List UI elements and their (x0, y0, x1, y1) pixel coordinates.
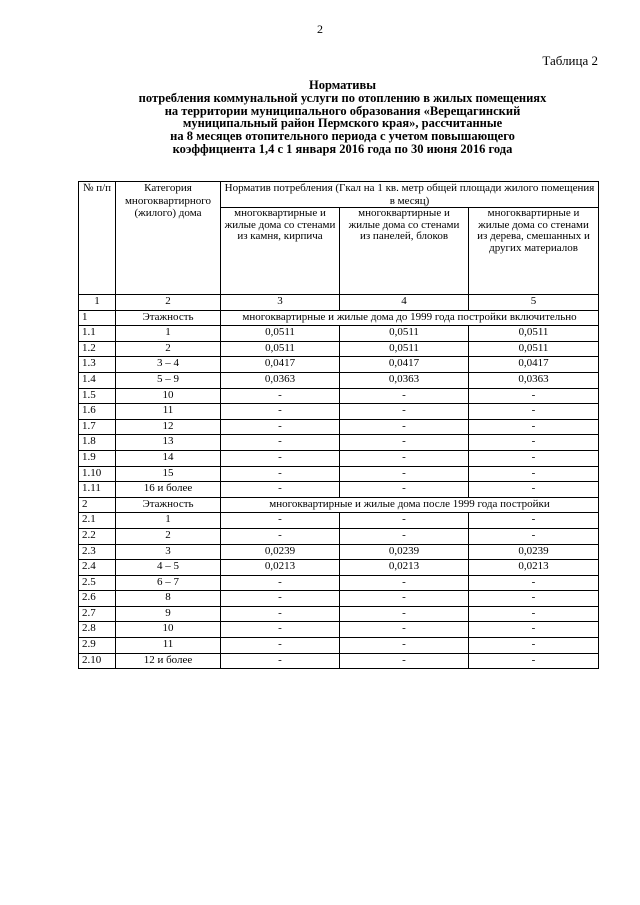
row-floors: 6 – 7 (116, 575, 221, 591)
row-value-wood: - (469, 622, 599, 638)
row-value-stone: - (221, 622, 340, 638)
row-value-stone: - (221, 513, 340, 529)
row-value-wood: - (469, 388, 599, 404)
row-value-stone: - (221, 528, 340, 544)
row-value-panel: 0,0213 (340, 560, 469, 576)
row-value-stone: 0,0363 (221, 372, 340, 388)
table-row (79, 341, 599, 357)
row-value-panel: - (340, 575, 469, 591)
row-floors: 2 (116, 528, 221, 544)
section2-num: 2 (79, 497, 116, 513)
table-row (79, 591, 599, 607)
row-value-panel: - (340, 482, 469, 498)
row-value-stone: - (221, 575, 340, 591)
row-floors: 15 (116, 466, 221, 482)
row-value-panel: - (340, 388, 469, 404)
title-line: на территории муниципального образования «Верещагинский (164, 103, 521, 118)
row-value-stone: - (221, 606, 340, 622)
row-value-wood: - (469, 513, 599, 529)
table-row (79, 450, 599, 466)
section1-label: Этажность (116, 310, 221, 326)
row-value-wood: - (469, 575, 599, 591)
row-value-wood: - (469, 653, 599, 669)
norms-table (78, 181, 599, 669)
row-value-stone: 0,0239 (221, 544, 340, 560)
table-row (79, 388, 599, 404)
row-value-stone: - (221, 388, 340, 404)
row-floors: 13 (116, 435, 221, 451)
row-value-panel: - (340, 450, 469, 466)
row-value-stone: - (221, 638, 340, 654)
header-col-stone: многоквартирные и жилые дома со стенами из камня, кирпича (221, 208, 340, 295)
row-value-wood: - (469, 450, 599, 466)
row-number: 2.3 (79, 544, 116, 560)
table-row (79, 622, 599, 638)
title-line: муниципальный район Пермского края», рассчитанные (182, 116, 503, 131)
column-number: 4 (340, 295, 469, 311)
row-value-panel: - (340, 466, 469, 482)
row-floors: 3 (116, 544, 221, 560)
table-row (79, 560, 599, 576)
row-value-wood: 0,0511 (469, 341, 599, 357)
title-line: потребления коммунальной услуги по отоплению в жилых помещениях (138, 90, 547, 105)
column-number: 5 (469, 295, 599, 311)
row-value-stone: 0,0213 (221, 560, 340, 576)
header-category: Категория многоквартирного (жилого) дома (116, 182, 221, 295)
column-number: 1 (79, 295, 116, 311)
row-value-stone: - (221, 435, 340, 451)
row-floors: 10 (116, 622, 221, 638)
row-number: 2.7 (79, 606, 116, 622)
row-value-panel: 0,0511 (340, 326, 469, 342)
row-value-stone: - (221, 419, 340, 435)
header-col-panel: многоквартирные и жилые дома со стенами из панелей, блоков (340, 208, 469, 295)
table-row (79, 326, 599, 342)
table-row (79, 372, 599, 388)
row-number: 1.1 (79, 326, 116, 342)
row-value-wood: 0,0417 (469, 357, 599, 373)
table-row (79, 466, 599, 482)
row-floors: 14 (116, 450, 221, 466)
row-value-stone: 0,0417 (221, 357, 340, 373)
row-value-panel: 0,0239 (340, 544, 469, 560)
row-value-stone: 0,0511 (221, 341, 340, 357)
title-line: Нормативы (309, 78, 376, 92)
row-value-panel: - (340, 528, 469, 544)
column-number: 2 (116, 295, 221, 311)
row-value-wood: 0,0213 (469, 560, 599, 576)
row-number: 2.5 (79, 575, 116, 591)
row-floors: 16 и более (116, 482, 221, 498)
row-value-wood: - (469, 404, 599, 420)
row-floors: 12 (116, 419, 221, 435)
row-floors: 1 (116, 513, 221, 529)
row-value-wood: 0,0363 (469, 372, 599, 388)
row-value-wood: - (469, 591, 599, 607)
row-value-panel: - (340, 513, 469, 529)
row-number: 2.4 (79, 560, 116, 576)
section1-description: многоквартирные и жилые дома до 1999 года постройки включительно (221, 310, 599, 326)
row-value-wood: - (469, 419, 599, 435)
row-value-wood: - (469, 638, 599, 654)
row-value-stone: 0,0511 (221, 326, 340, 342)
section1-header-row (79, 310, 599, 326)
row-number: 1.3 (79, 357, 116, 373)
row-floors: 3 – 4 (116, 357, 221, 373)
row-number: 1.4 (79, 372, 116, 388)
row-value-stone: - (221, 482, 340, 498)
row-floors: 4 – 5 (116, 560, 221, 576)
row-floors: 11 (116, 638, 221, 654)
row-value-panel: - (340, 606, 469, 622)
row-value-panel: 0,0417 (340, 357, 469, 373)
row-number: 1.11 (79, 482, 116, 498)
row-value-panel: - (340, 638, 469, 654)
row-value-wood: - (469, 466, 599, 482)
row-value-panel: 0,0511 (340, 341, 469, 357)
table-row (79, 357, 599, 373)
row-value-stone: - (221, 591, 340, 607)
row-number: 1.6 (79, 404, 116, 420)
row-number: 2.9 (79, 638, 116, 654)
title-line: на 8 месяцев отопительного периода с учетом повышающего (170, 129, 515, 144)
column-number: 3 (221, 295, 340, 311)
row-floors: 9 (116, 606, 221, 622)
row-number: 1.2 (79, 341, 116, 357)
table-row (79, 544, 599, 560)
header-num: № п/п (79, 182, 116, 295)
row-value-wood: - (469, 435, 599, 451)
row-value-panel: - (340, 404, 469, 420)
row-floors: 10 (116, 388, 221, 404)
row-value-panel: - (340, 419, 469, 435)
table-row (79, 419, 599, 435)
row-number: 2.1 (79, 513, 116, 529)
row-value-panel: - (340, 591, 469, 607)
document-title (70, 79, 615, 156)
table-row (79, 513, 599, 529)
row-value-wood: - (469, 482, 599, 498)
column-numbers-row (79, 295, 599, 311)
row-value-panel: - (340, 653, 469, 669)
table-row (79, 528, 599, 544)
row-number: 2.8 (79, 622, 116, 638)
row-value-wood: - (469, 606, 599, 622)
row-value-stone: - (221, 653, 340, 669)
table-row (79, 638, 599, 654)
row-number: 1.10 (79, 466, 116, 482)
row-value-stone: - (221, 404, 340, 420)
row-floors: 12 и более (116, 653, 221, 669)
section2-description: многоквартирные и жилые дома после 1999 года постройки (221, 497, 599, 513)
row-value-stone: - (221, 450, 340, 466)
table-label: Таблица 2 (542, 53, 598, 68)
header-norm: Норматив потребления (Гкал на 1 кв. метр общей площади жилого помещения в месяц) (221, 182, 599, 208)
row-number: 1.5 (79, 388, 116, 404)
table-row (79, 404, 599, 420)
table-row (79, 606, 599, 622)
row-number: 2.10 (79, 653, 116, 669)
table-row (79, 653, 599, 669)
row-floors: 2 (116, 341, 221, 357)
row-value-panel: - (340, 622, 469, 638)
table-row (79, 482, 599, 498)
row-value-panel: - (340, 435, 469, 451)
row-floors: 5 – 9 (116, 372, 221, 388)
section2-header-row (79, 497, 599, 513)
table-row (79, 575, 599, 591)
row-value-wood: 0,0239 (469, 544, 599, 560)
row-number: 2.2 (79, 528, 116, 544)
row-number: 2.6 (79, 591, 116, 607)
row-number: 1.8 (79, 435, 116, 451)
header-row (79, 182, 599, 208)
title-line: коэффициента 1,4 с 1 января 2016 года по 30 июня 2016 года (172, 141, 513, 156)
header-col-wood: многоквартирные и жилые дома со стенами из дерева, смешанных и других материалов (469, 208, 599, 295)
page-number: 2 (317, 22, 323, 36)
section1-num: 1 (79, 310, 116, 326)
table-row (79, 435, 599, 451)
row-floors: 8 (116, 591, 221, 607)
row-number: 1.9 (79, 450, 116, 466)
section2-label: Этажность (116, 497, 221, 513)
row-value-stone: - (221, 466, 340, 482)
row-floors: 11 (116, 404, 221, 420)
row-value-wood: 0,0511 (469, 326, 599, 342)
row-value-wood: - (469, 528, 599, 544)
row-floors: 1 (116, 326, 221, 342)
row-number: 1.7 (79, 419, 116, 435)
row-value-panel: 0,0363 (340, 372, 469, 388)
